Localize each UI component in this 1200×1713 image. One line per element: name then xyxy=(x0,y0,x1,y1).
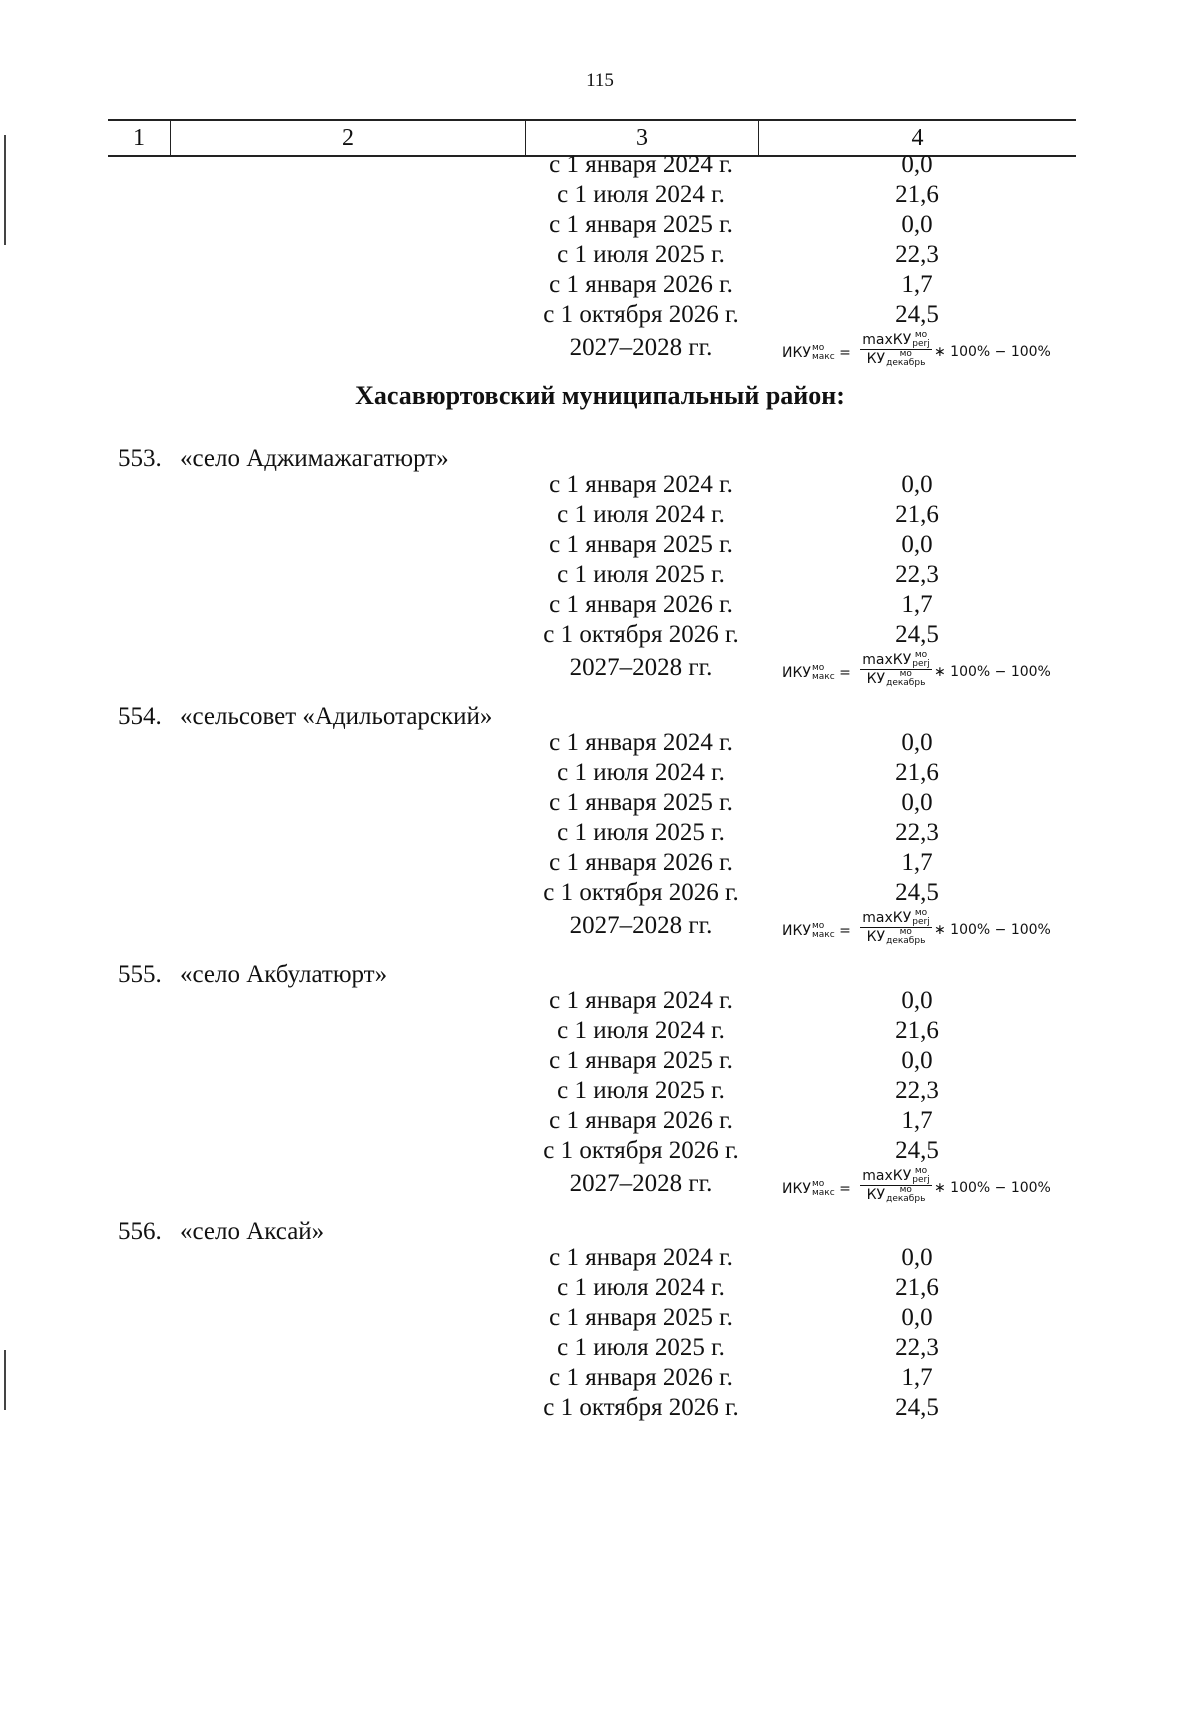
formula-sup: мо xyxy=(811,343,825,353)
formula-fraction xyxy=(860,649,932,690)
period-date: с 1 января 2026 г. xyxy=(549,1364,733,1391)
period-value: 22,3 xyxy=(895,1334,939,1361)
formula-indices xyxy=(886,1186,925,1204)
formula-sup: мо xyxy=(899,349,912,359)
formula-indices xyxy=(812,344,835,362)
header-cell-1: 1 xyxy=(133,125,145,151)
period-date: с 1 октября 2026 г. xyxy=(543,1137,739,1164)
formula-equals: = xyxy=(839,345,851,361)
formula-equals: = xyxy=(839,1181,851,1197)
period-date: с 1 января 2024 г. xyxy=(549,151,733,178)
period-value: 0,0 xyxy=(901,211,933,238)
scan-edge-line xyxy=(4,1350,6,1410)
period-date: 2027–2028 гг. xyxy=(569,654,713,681)
period-date: с 1 июля 2024 г. xyxy=(557,1274,725,1301)
period-date: с 1 июля 2025 г. xyxy=(557,241,725,268)
period-date: с 1 января 2024 г. xyxy=(549,729,733,756)
formula-sup: мо xyxy=(914,1166,928,1176)
period-date: с 1 января 2024 г. xyxy=(549,987,733,1014)
formula-symbol: maxКУ xyxy=(862,1168,912,1184)
formula-denominator xyxy=(860,1186,932,1206)
header-cell-3: 3 xyxy=(525,121,758,155)
period-date: с 1 июля 2024 г. xyxy=(557,181,725,208)
formula-indices xyxy=(812,1180,835,1198)
period-value: 22,3 xyxy=(895,241,939,268)
formula-indices xyxy=(812,664,835,682)
period-date: с 1 января 2024 г. xyxy=(549,471,733,498)
formula-iku-max xyxy=(782,1165,1062,1215)
formula-indices xyxy=(912,909,929,927)
formula-indices xyxy=(912,1167,929,1185)
period-date: с 1 октября 2026 г. xyxy=(543,301,739,328)
period-value: 1,7 xyxy=(901,271,933,298)
formula-sup: мо xyxy=(899,927,912,937)
period-value: 22,3 xyxy=(895,819,939,846)
formula-numerator xyxy=(860,907,932,927)
formula-equals: = xyxy=(839,923,851,939)
formula-indices xyxy=(886,350,925,368)
period-date: с 1 января 2026 г. xyxy=(549,849,733,876)
formula-symbol: ИКУ xyxy=(782,345,811,361)
period-value: 0,0 xyxy=(901,1244,933,1271)
formula-lhs xyxy=(782,922,851,940)
header-cell-2: 2 xyxy=(170,121,525,155)
formula-indices xyxy=(912,651,929,669)
period-value: 24,5 xyxy=(895,1394,939,1421)
page-number: 115 xyxy=(586,70,614,91)
period-date: с 1 января 2024 г. xyxy=(549,1244,733,1271)
formula-rhs: ∗ 100% − 100% xyxy=(934,1180,1051,1196)
formula-indices xyxy=(812,922,835,940)
formula-denominator xyxy=(860,670,932,690)
formula-sup: мо xyxy=(914,330,928,340)
formula-sub: perj xyxy=(912,1175,930,1185)
formula-fraction xyxy=(860,329,932,370)
formula-sub: макс xyxy=(811,672,835,682)
period-value: 0,0 xyxy=(901,1304,933,1331)
formula-symbol: ИКУ xyxy=(782,665,811,681)
formula-sup: мо xyxy=(899,1185,912,1195)
formula-rhs: ∗ 100% − 100% xyxy=(934,922,1051,938)
period-value: 0,0 xyxy=(901,789,933,816)
period-date: с 1 июля 2025 г. xyxy=(557,819,725,846)
formula-sub: декабрь xyxy=(886,1194,926,1204)
entry-name: «село Акбулатюрт» xyxy=(180,961,388,988)
period-date: с 1 января 2025 г. xyxy=(549,211,733,238)
period-value: 24,5 xyxy=(895,1137,939,1164)
header-cell-4: 4 xyxy=(758,121,1076,155)
entry-name: «село Аксай» xyxy=(180,1218,325,1245)
period-date: с 1 января 2025 г. xyxy=(549,531,733,558)
period-value: 21,6 xyxy=(895,1017,939,1044)
formula-equals: = xyxy=(839,665,851,681)
period-value: 21,6 xyxy=(895,1274,939,1301)
formula-symbol: КУ xyxy=(866,671,886,687)
formula-lhs xyxy=(782,1180,851,1198)
period-value: 21,6 xyxy=(895,759,939,786)
formula-sup: мо xyxy=(811,921,825,931)
period-date: с 1 октября 2026 г. xyxy=(543,1394,739,1421)
period-value: 22,3 xyxy=(895,1077,939,1104)
entry-name: «село Аджимажагатюрт» xyxy=(180,445,449,472)
formula-iku-max xyxy=(782,907,1062,957)
formula-iku-max xyxy=(782,649,1062,699)
period-date: с 1 июля 2024 г. xyxy=(557,759,725,786)
period-date: 2027–2028 гг. xyxy=(569,1170,713,1197)
formula-lhs xyxy=(782,344,851,362)
period-date: с 1 октября 2026 г. xyxy=(543,879,739,906)
formula-sub: perj xyxy=(912,917,930,927)
formula-symbol: maxКУ xyxy=(862,652,912,668)
period-value: 0,0 xyxy=(901,1047,933,1074)
formula-numerator xyxy=(860,649,932,669)
formula-symbol: maxКУ xyxy=(862,332,912,348)
period-date: с 1 июля 2025 г. xyxy=(557,561,725,588)
formula-lhs xyxy=(782,664,851,682)
period-value: 1,7 xyxy=(901,1107,933,1134)
formula-sup: мо xyxy=(914,908,928,918)
entry-number: 554. xyxy=(118,703,162,730)
formula-symbol: КУ xyxy=(866,929,886,945)
period-value: 0,0 xyxy=(901,151,933,178)
formula-sub: perj xyxy=(912,659,930,669)
formula-numerator xyxy=(860,329,932,349)
period-date: с 1 июля 2025 г. xyxy=(557,1077,725,1104)
period-date: с 1 января 2026 г. xyxy=(549,591,733,618)
period-value: 22,3 xyxy=(895,561,939,588)
formula-sub: декабрь xyxy=(886,936,926,946)
formula-sub: макс xyxy=(811,930,835,940)
period-value: 21,6 xyxy=(895,501,939,528)
period-value: 1,7 xyxy=(901,849,933,876)
section-heading: Хасавюртовский муниципальный район: xyxy=(355,381,845,410)
formula-sup: мо xyxy=(914,650,928,660)
scan-edge-line xyxy=(4,135,6,245)
formula-symbol: КУ xyxy=(866,1187,886,1203)
formula-sub: perj xyxy=(912,339,930,349)
period-date: с 1 января 2025 г. xyxy=(549,1047,733,1074)
period-date: 2027–2028 гг. xyxy=(569,912,713,939)
entry-number: 556. xyxy=(118,1218,162,1245)
period-date: с 1 июля 2025 г. xyxy=(557,1334,725,1361)
entry-name: «сельсовет «Адильотарский» xyxy=(180,703,493,730)
period-date: 2027–2028 гг. xyxy=(569,334,713,361)
period-value: 1,7 xyxy=(901,591,933,618)
formula-sup: мо xyxy=(811,1179,825,1189)
period-date: с 1 января 2026 г. xyxy=(549,1107,733,1134)
period-value: 24,5 xyxy=(895,301,939,328)
formula-sup: мо xyxy=(899,669,912,679)
formula-denominator xyxy=(860,928,932,948)
period-value: 24,5 xyxy=(895,879,939,906)
formula-sup: мо xyxy=(811,663,825,673)
period-date: с 1 июля 2024 г. xyxy=(557,501,725,528)
formula-symbol: maxКУ xyxy=(862,910,912,926)
formula-sub: макс xyxy=(811,352,835,362)
formula-sub: макс xyxy=(811,1188,835,1198)
formula-fraction xyxy=(860,907,932,948)
formula-indices xyxy=(912,331,929,349)
formula-iku-max xyxy=(782,329,1062,379)
entry-number: 553. xyxy=(118,445,162,472)
formula-symbol: ИКУ xyxy=(782,1181,811,1197)
formula-denominator xyxy=(860,350,932,370)
formula-rhs: ∗ 100% − 100% xyxy=(934,664,1051,680)
formula-sub: декабрь xyxy=(886,358,926,368)
period-value: 0,0 xyxy=(901,729,933,756)
formula-numerator xyxy=(860,1165,932,1185)
period-value: 0,0 xyxy=(901,471,933,498)
period-value: 21,6 xyxy=(895,181,939,208)
formula-fraction xyxy=(860,1165,932,1206)
period-date: с 1 июля 2024 г. xyxy=(557,1017,725,1044)
formula-sub: декабрь xyxy=(886,678,926,688)
period-date: с 1 октября 2026 г. xyxy=(543,621,739,648)
period-value: 1,7 xyxy=(901,1364,933,1391)
formula-indices xyxy=(886,670,925,688)
formula-rhs: ∗ 100% − 100% xyxy=(934,344,1051,360)
formula-indices xyxy=(886,928,925,946)
period-value: 24,5 xyxy=(895,621,939,648)
period-date: с 1 января 2025 г. xyxy=(549,789,733,816)
period-value: 0,0 xyxy=(901,987,933,1014)
formula-symbol: КУ xyxy=(866,351,886,367)
entry-number: 555. xyxy=(118,961,162,988)
period-value: 0,0 xyxy=(901,531,933,558)
formula-symbol: ИКУ xyxy=(782,923,811,939)
period-date: с 1 января 2025 г. xyxy=(549,1304,733,1331)
period-date: с 1 января 2026 г. xyxy=(549,271,733,298)
